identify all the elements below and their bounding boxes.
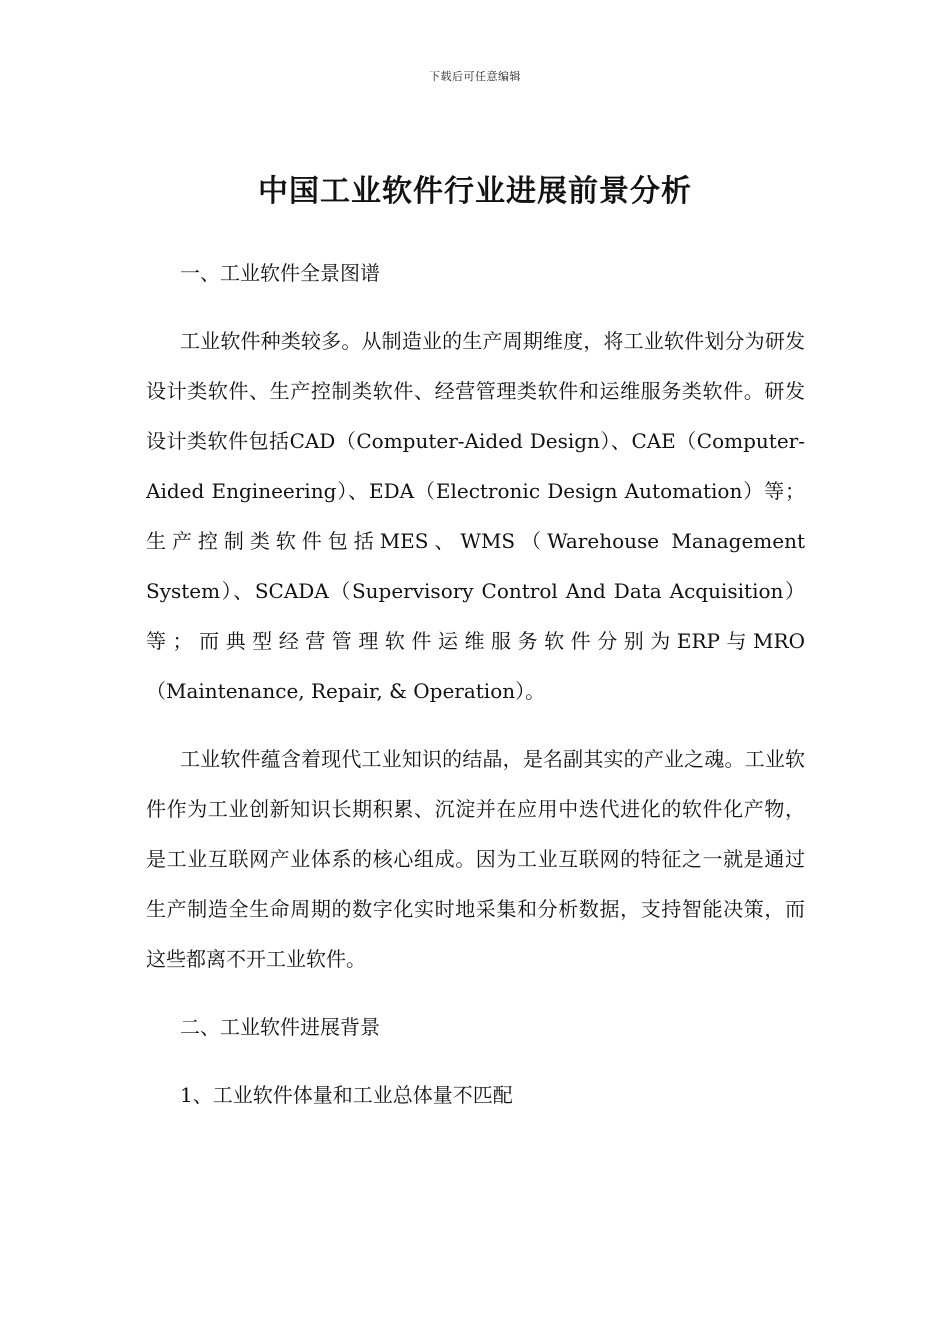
section-heading-2: 二、工业软件进展背景 [180,1015,380,1039]
document-title: 中国工业软件行业进展前景分析 [258,174,692,209]
paragraph-1: 工业软件种类较多。从制造业的生产周期维度，将工业软件划分为研发设计类软件、生产控制类软件、经营管理类软件和运维服务类软件。研发设计类软件包括CAD（Computer-Aided Design）、CAE（Computer-Aided Engineering）、EDA（Electronic Design Automation）等；生产控制类软件包括MES、WMS（Warehouse Management System）、SCADA（Supervisory Control And Data Acquisition）等；而典型经营管理软件运维服务软件分别为ERP与MRO（Maintenance, Repair, & Operation）。 [146,329,805,703]
header-note: 下载后可任意编辑 [429,70,521,83]
document-body [146,248,805,1120]
paragraph-2: 工业软件蕴含着现代工业知识的结晶，是名副其实的产业之魂。工业软件作为工业创新知识长期积累、沉淀并在应用中迭代进化的软件化产物，是工业互联网产业体系的核心组成。因为工业互联网的特征之一就是通过生产制造全生命周期的数字化实时地采集和分析数据，支持智能决策，而这些都离不开工业软件。 [146,747,805,971]
section-heading-1: 一、工业软件全景图谱 [180,261,380,285]
subsection-heading-1: 1、工业软件体量和工业总体量不匹配 [180,1083,513,1107]
